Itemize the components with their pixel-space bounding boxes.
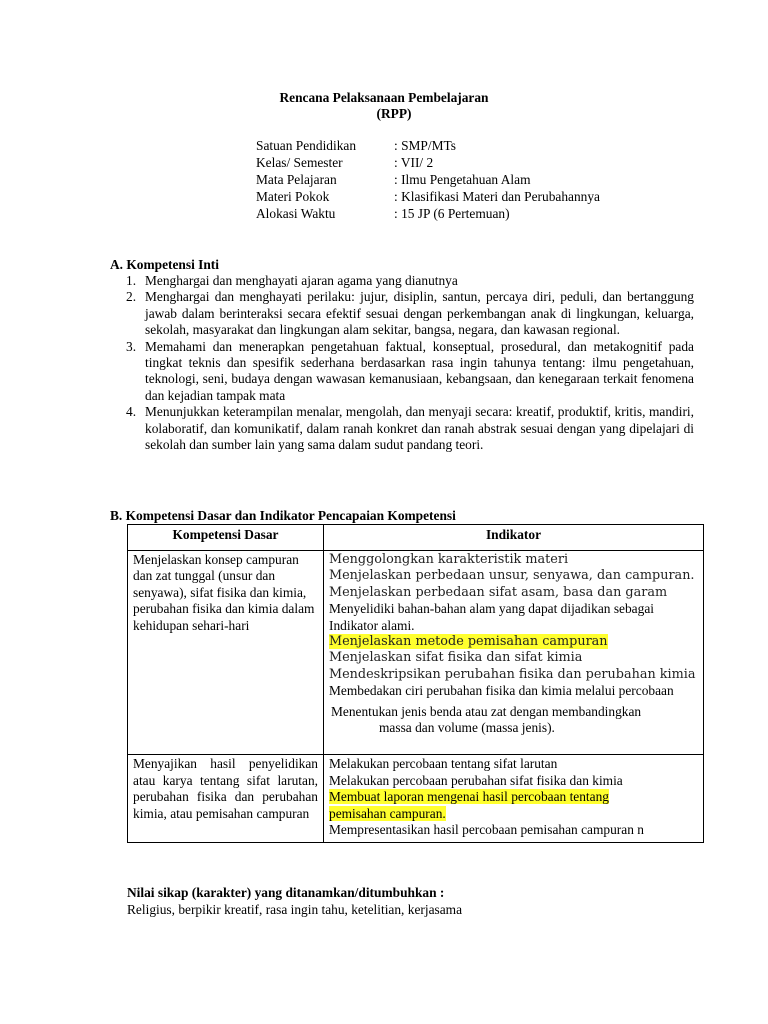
list-text: Menunjukkan keterampilan menalar, mengolah, dan menyaji secara: kreatif, produktif, kritis, mandiri, kolaboratif, dan komunikatif, dalam ranah konkret dan ranah abstrak sesuai dengan yang dipelajari di sekolah dan sumber lain yang sama dalam sudut pandang teori. [145, 404, 694, 453]
identity-label: Alokasi Waktu [256, 206, 336, 221]
list-item [126, 289, 694, 338]
table-row [128, 551, 704, 755]
list-number: 4. [126, 404, 137, 420]
indikator-item: Menjelaskan perbedaan unsur, senyawa, dan campuran. [329, 568, 695, 584]
column-header-indikator: Indikator [324, 525, 704, 551]
kd-text: Menyajikan hasil penyelidikan atau karya tentang sifat larutan, perubahan fisika dan perubahan kimia, atau pemisahan campuran [133, 756, 318, 821]
nilai-sikap-heading: Nilai sikap (karakter) yang ditanamkan/ditumbuhkan : [127, 885, 445, 900]
section-b-heading: B. Kompetensi Dasar dan Indikator Pencapaian Kompetensi [110, 508, 456, 523]
list-item [126, 273, 694, 289]
identity-row [256, 138, 600, 155]
identity-value: : Ilmu Pengetahuan Alam [394, 172, 531, 187]
identity-label: Mata Pelajaran [256, 172, 337, 187]
indikator-item-highlighted [329, 634, 698, 650]
kd-text: Menjelaskan konsep campuran dan zat tunggal (unsur dan senyawa), sifat fisika dan kimia, perubahan fisika dan kimia dalam kehidupan sehari-hari [133, 552, 315, 633]
document-subtitle: (RPP) [376, 106, 412, 121]
list-text: Menghargai dan menghayati perilaku: jujur, disiplin, santun, percaya diri, peduli, dan bertanggung jawab dalam berinteraksi secara efektif sesuai dengan perkembangan anak di lingkungan, keluarga, sekolah, masyarakat dan lingkungan alam sekitar, bangsa, negara, dan kawasan regional. [145, 289, 694, 338]
identity-value: : Klasifikasi Materi dan Perubahannya [394, 189, 601, 204]
list-text: Memahami dan menerapkan pengetahuan faktual, konseptual, prosedural, dan metakognitif pada tingkat teknis dan spesifik sederhana berdasarkan rasa ingin tahunya tentang: ilmu pengetahuan, teknologi, seni, budaya dengan wawasan kemanusiaan, kebangsaan, dan kenegaraan terkait fenomena dan kejadian tampak mata [145, 338, 694, 403]
identity-row [256, 155, 600, 172]
identity-label: Kelas/ Semester [256, 155, 343, 170]
indikator-text-continued: massa dan volume (massa jenis). [379, 720, 555, 736]
identity-value: : VII/ 2 [394, 155, 434, 170]
highlight-text: Menjelaskan metode pemisahan campuran [329, 634, 608, 650]
identity-row [256, 172, 600, 189]
identity-value: : 15 JP (6 Pertemuan) [394, 206, 510, 221]
highlight-text: Membuat laporan mengenai hasil percobaan tentang pemisahan campuran. [329, 789, 609, 821]
table-header-row [128, 525, 704, 551]
section-a-heading: A. Kompetensi Inti [110, 257, 219, 272]
identity-block [256, 138, 600, 223]
indikator-text: Menentukan jenis benda atau zat dengan membandingkan [331, 703, 642, 719]
list-number: 2. [126, 289, 137, 305]
document-title: Rencana Pelaksanaan Pembelajaran [279, 90, 489, 105]
list-number: 1. [126, 273, 137, 288]
indikator-item: Menyelidiki bahan-bahan alam yang dapat dijadikan sebagai Indikator alami. [329, 601, 654, 633]
indikator-item: Mendeskripsikan perubahan fisika dan perubahan kimia [329, 666, 696, 682]
kd-cell [128, 551, 324, 755]
indikator-cell [324, 755, 704, 842]
kd-cell [128, 755, 324, 842]
list-text: Menghargai dan menghayati ajaran agama yang dianutnya [145, 273, 458, 288]
indikator-item: Menjelaskan sifat fisika dan sifat kimia [329, 650, 583, 666]
kompetensi-inti-list [126, 273, 694, 453]
identity-value: : SMP/MTs [394, 138, 456, 153]
identity-label: Satuan Pendidikan [256, 138, 357, 153]
indikator-item: Melakukan percobaan tentang sifat larutan [329, 756, 558, 772]
identity-row [256, 206, 600, 223]
indikator-item: Mempresentasikan hasil percobaan pemisahan campuran n [329, 822, 644, 838]
indikator-item [329, 704, 698, 737]
indikator-item: Melakukan percobaan perubahan sifat fisika dan kimia [329, 772, 623, 788]
list-number: 3. [126, 338, 137, 354]
list-item [126, 339, 694, 405]
nilai-sikap-value: Religius, berpikir kreatif, rasa ingin tahu, ketelitian, kerjasama [127, 902, 463, 917]
table-row [128, 755, 704, 842]
column-header-kompetensi-dasar: Kompetensi Dasar [128, 525, 324, 551]
indikator-item: Menggolongkan karakteristik materi [329, 552, 569, 567]
indikator-item-highlighted [329, 789, 698, 822]
indikator-item: Menjelaskan perbedaan sifat asam, basa dan garam [329, 584, 668, 600]
identity-label: Materi Pokok [256, 189, 330, 204]
identity-row [256, 189, 600, 206]
indikator-cell [324, 551, 704, 755]
kompetensi-table [127, 524, 704, 843]
list-item [126, 404, 694, 453]
indikator-item: Membedakan ciri perubahan fisika dan kimia melalui percobaan [329, 683, 674, 699]
